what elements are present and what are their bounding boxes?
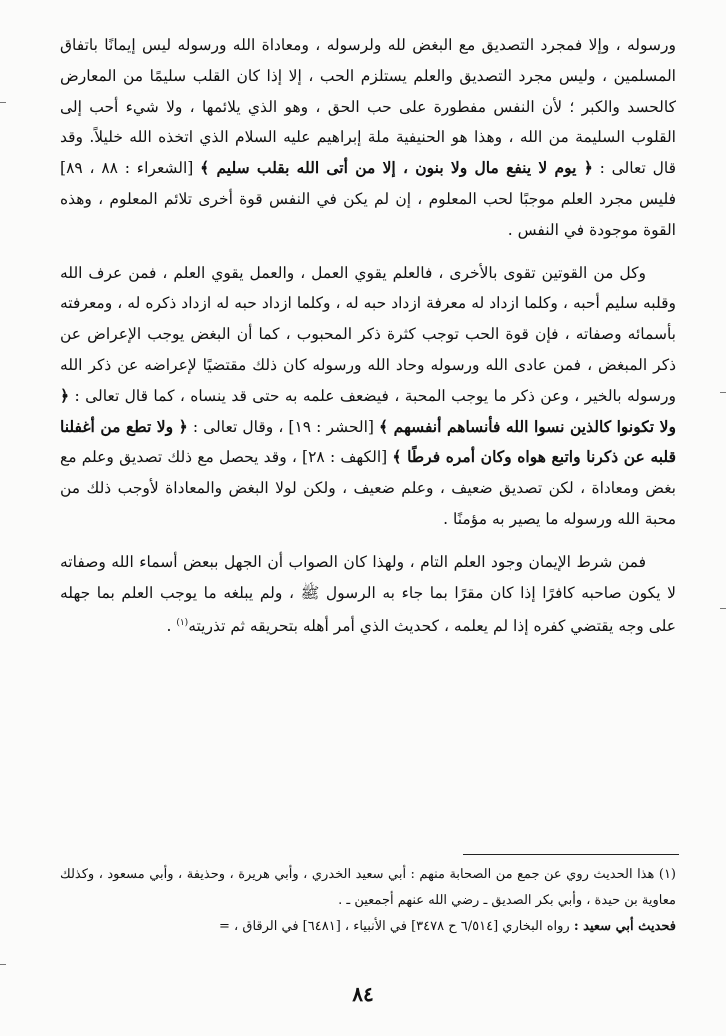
- quran-verse: ﴿ ولا تطع من أغفلنا قلبه عن ذكرنا واتبع هواه وكان أمره فرطًا ﴾: [60, 416, 676, 467]
- text-run: [الكهف : ٢٨] ، وقد يحصل مع ذلك تصديق وعلم مع بغض ومعاداة ، لكن تصديق ضعيف ، وعلم ضعيف ، ولكن لولا البغض والمعاداة لأوجب ذلك من محبة الله ورسوله ما يصير به مؤمنًا .: [60, 448, 676, 528]
- footnote-label: فحديث أبي سعيد :: [573, 919, 676, 934]
- scan-edge-mark: [0, 102, 6, 103]
- text-run: .: [166, 617, 177, 636]
- text-run: فمن شرط الإيمان وجود العلم التام ، ولهذا كان الصواب أن الجهل ببعض أسماء الله وصفاته لا يكون صاحبه كافرًا إذا كان مقرًا بما جاء به الرسول ﷺ ، ولم يبلغه ما يوجب العلم بما جهله على وجه يقتضي كفره إذا لم يعلمه ، كحديث الذي أمر أهله بتحريقه ثم تذريته: [60, 552, 676, 636]
- footnote-separator: [463, 854, 679, 855]
- footnote-1-continued: [60, 914, 676, 940]
- footnote-marker[interactable]: (١): [176, 618, 189, 629]
- footnote-1: (١) هذا الحديث روي عن جمع من الصحابة منهم : أبي سعيد الخدري ، وأبي هريرة ، وحذيفة ، وأبي مسعود ، وكذلك معاوية بن حيدة ، وأبي بكر الصديق ـ رضي الله عنهم أجمعين ـ .: [60, 867, 676, 908]
- scan-edge-mark: [720, 608, 726, 609]
- scan-edge-mark: [720, 392, 726, 393]
- text-run: [الحشر : ١٩] ، وقال تعالى :: [187, 417, 380, 436]
- main-text: [60, 30, 676, 654]
- page-number: ٨٤: [352, 982, 374, 1006]
- paragraph-2: [60, 258, 676, 535]
- scan-edge-mark: [0, 964, 6, 965]
- quran-verse: ﴿ يوم لا ينفع مال ولا بنون ، إلا من أتى الله بقلب سليم ﴾: [200, 158, 593, 178]
- footnotes: [60, 862, 676, 940]
- paragraph-3: [60, 547, 676, 643]
- text-run: [الشعراء : ٨٨ ، ٨٩] فليس مجرد العلم موجبًا لحب المعلوم ، إن لم يكن في النفس قوة أخرى تلائم المعلوم ، وهذه القوة موجودة في النفس .: [60, 159, 676, 239]
- text-run: ورسوله ، وإلا فمجرد التصديق مع البغض لله ولرسوله ، ومعاداة الله ورسوله ليس إيمانًا باتفاق المسلمين ، وليس مجرد التصديق والعلم يستلزم الحب ، إلا إذا كان القلب سليمًا من المعارض كالحسد والكبر ؛ لأن النفس مفطورة على حب الحق ، وهو الذي يلائمها ، ولا شيء أحب إلى القلوب السليمة من الله ، وهذا هو الحنيفية ملة إبراهيم عليه السلام الذي اتخذه الله خليلاً. وقد قال تعالى :: [60, 36, 676, 178]
- paragraph-1: [60, 30, 676, 246]
- quran-verse: ﴿ ولا تكونوا كالذين نسوا الله فأنساهم أنفسهم ﴾: [60, 385, 676, 436]
- footnote-text: رواه البخاري [٦/٥١٤ ح ٣٤٧٨] في الأنبياء ، [٦٤٨١] في الرقاق ، =: [219, 919, 574, 934]
- text-run: وكل من القوتين تقوى بالأخرى ، فالعلم يقوي العمل ، والعمل يقوي العلم ، فمن عرف الله وقلبه سليم أحبه ، وكلما ازداد له معرفة ازداد حبه له ، وكلما ازداد حبه له ازداد ذكره له ، ومعرفته بأسمائه وصفاته ، فإن قوة الحب توجب كثرة ذكر المحبوب ، كما أن البغض يوجب الإعراض عن ذكر المبغض ، فمن عادى الله ورسوله وحاد الله ورسوله كان ذلك مقتضيًا لإعراضه عن ذكر الله ورسوله بالخير ، وعن ذكر ما يوجب المحبة ، فيضعف علمه به حتى قد ينساه ، كما قال تعالى :: [60, 263, 676, 405]
